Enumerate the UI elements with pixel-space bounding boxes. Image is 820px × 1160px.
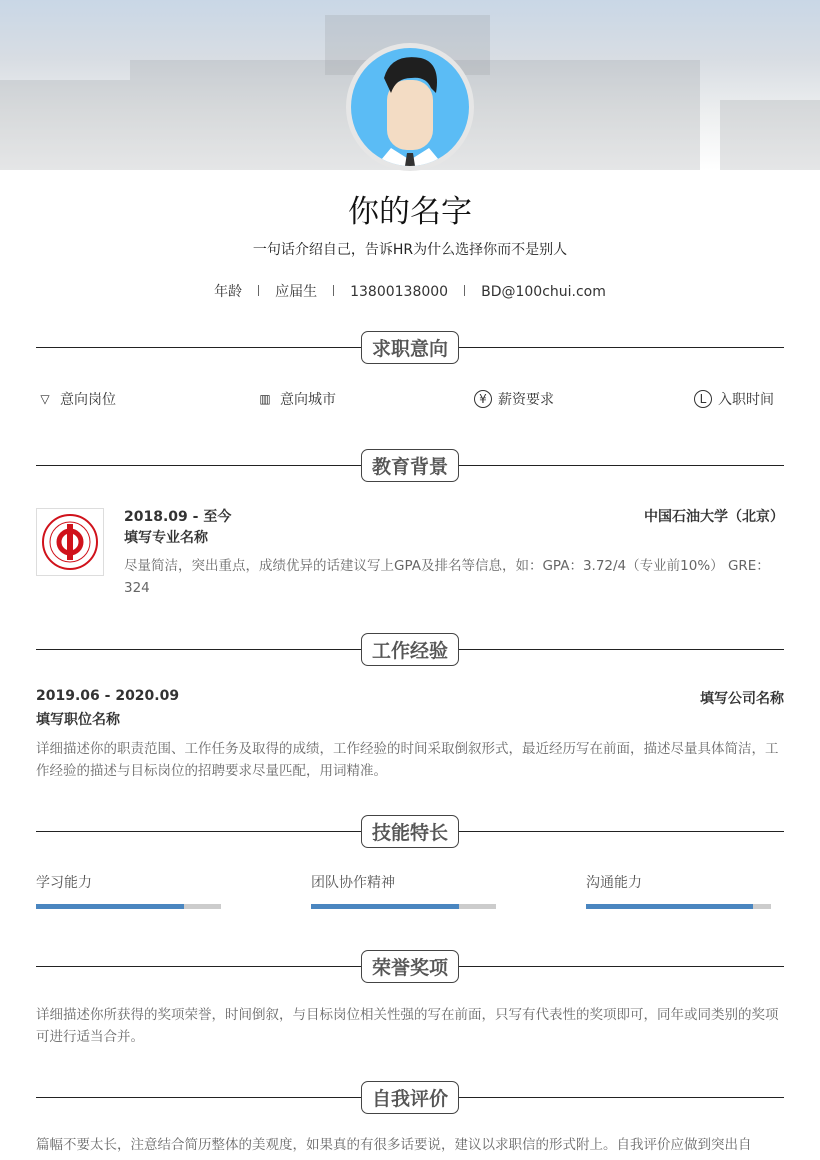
building-icon: ▥ — [259, 392, 271, 406]
section-intent — [36, 338, 784, 360]
intent-position — [36, 389, 116, 409]
skill-label: 沟通能力 — [586, 875, 642, 891]
section-education — [36, 456, 784, 478]
section-title: 荣誉奖项 — [361, 950, 459, 983]
edu-desc: 尽量简洁，突出重点，成绩优异的话建议写上GPA及排名等信息，如：GPA：3.72/4（专业前10%） GRE：324 — [124, 558, 770, 596]
section-title: 技能特长 — [361, 815, 459, 848]
work-company: 填写公司名称 — [700, 691, 784, 707]
email: BD@100chui.com — [481, 284, 606, 300]
avatar — [346, 43, 474, 171]
skill-bar — [311, 904, 496, 909]
section-title: 教育背景 — [361, 449, 459, 482]
phone: 13800138000 — [350, 284, 449, 300]
work-desc: 详细描述你的职责范围、工作任务及取得的成绩，工作经验的时间采取倒叙形式，最近经历写在前面，描述尽量具体简洁，工作经验的描述与目标岗位的招聘要求尽量匹配，用词精准。 — [36, 741, 779, 779]
edu-school: 中国石油大学（北京） — [644, 509, 784, 525]
status: 应届生 — [275, 284, 318, 300]
intent-label: 意向岗位 — [60, 392, 116, 408]
work-position: 填写职位名称 — [36, 712, 120, 728]
edu-major: 填写专业名称 — [124, 530, 208, 546]
section-honors — [36, 957, 784, 979]
edu-date: 2018.09 - 至今 — [124, 509, 232, 525]
intent-label: 薪资要求 — [498, 392, 554, 408]
section-skills — [36, 822, 784, 844]
intent-label: 意向城市 — [280, 392, 336, 408]
contact-info — [0, 281, 820, 301]
skill-bar — [586, 904, 771, 909]
intent-city — [256, 389, 336, 409]
yen-icon: ¥ — [474, 390, 492, 408]
honors-desc: 详细描述你所获得的奖项荣誉，时间倒叙，与目标岗位相关性强的写在前面，只写有代表性的奖项即可，同年或同类别的奖项可进行适当合并。 — [36, 1007, 779, 1045]
skill-item — [586, 872, 771, 909]
age: 年龄 — [214, 284, 243, 300]
section-title: 求职意向 — [361, 331, 459, 364]
intent-label: 入职时间 — [718, 392, 774, 408]
candidate-name: 你的名字 — [348, 194, 472, 230]
skill-label: 学习能力 — [36, 875, 92, 891]
section-work — [36, 640, 784, 662]
work-date: 2019.06 - 2020.09 — [36, 688, 180, 704]
skill-item — [36, 872, 221, 909]
tie-icon: ▽ — [40, 392, 50, 406]
clock-icon: L — [694, 390, 712, 408]
skill-bar — [36, 904, 221, 909]
skill-item — [311, 872, 496, 909]
intent-salary — [474, 389, 554, 409]
university-logo — [36, 508, 104, 576]
section-title: 自我评价 — [361, 1081, 459, 1114]
self-desc: 篇幅不要太长，注意结合简历整体的美观度，如果真的有很多话要说，建议以求职信的形式附上。自我评价应做到突出自 — [36, 1137, 752, 1153]
section-title: 工作经验 — [361, 633, 459, 666]
intent-start-time — [694, 389, 774, 409]
skill-label: 团队协作精神 — [311, 875, 395, 891]
section-self — [36, 1088, 784, 1110]
intro-line: 一句话介绍自己，告诉HR为什么选择你而不是别人 — [252, 242, 568, 258]
